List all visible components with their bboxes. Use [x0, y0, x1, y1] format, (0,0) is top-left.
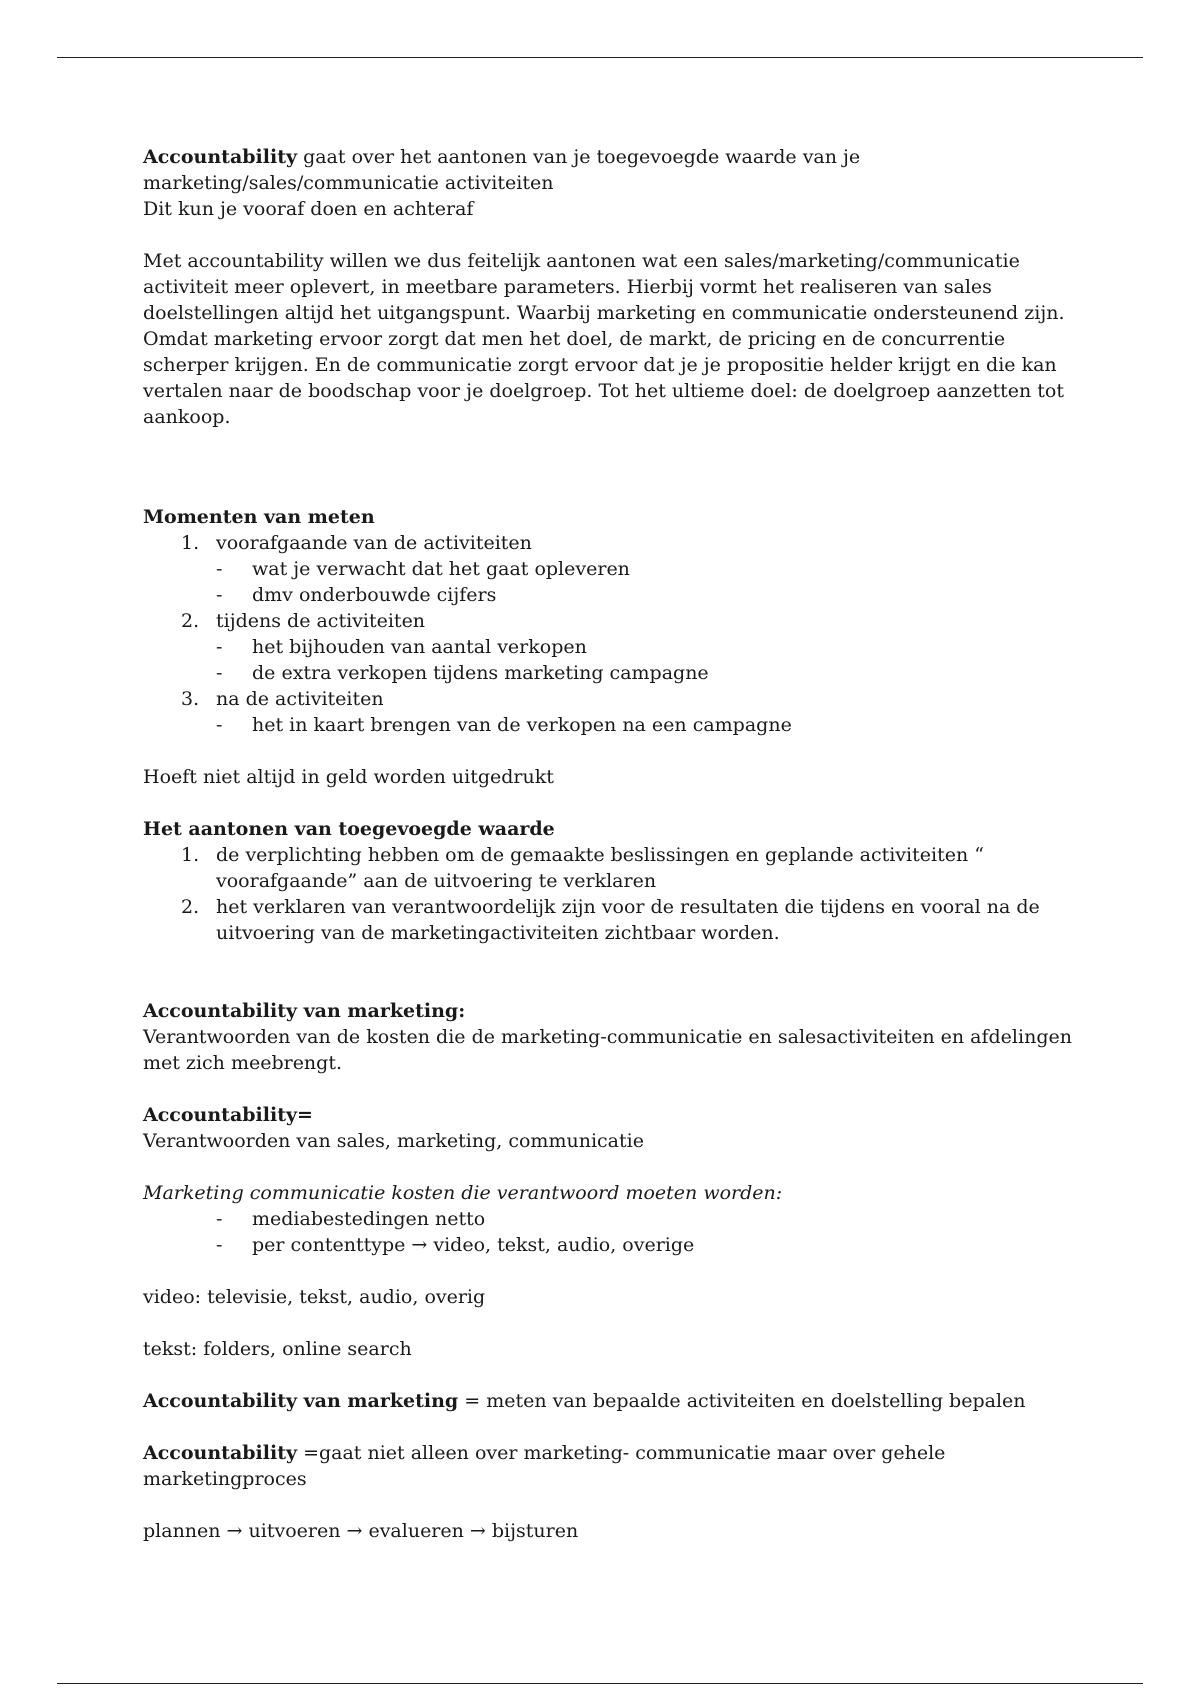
intro-line-3: Dit kun je vooraf doen en achteraf: [143, 198, 474, 220]
header-rule: [57, 57, 1143, 58]
heading-kosten: Marketing communicatie kosten die verantwoord moeten worden:: [143, 1182, 783, 1204]
acc-proces-line-1: Accountability =gaat niet alleen over marketing- communicatie maar over gehele: [143, 1442, 946, 1464]
acc-def-line: Verantwoorden van sales, marketing, communicatie: [143, 1130, 644, 1152]
acc-meten-line: Accountability van marketing = meten van bepaalde activiteiten en doelstelling bepalen: [143, 1390, 1026, 1412]
list-item: 2. het verklaren van verantwoordelijk zijn voor de resultaten die tijdens en vooral na de: [181, 896, 1040, 918]
paragraph-line: scherper krijgen. En de communicatie zorgt ervoor dat je je propositie helder krijgt en die kan: [143, 354, 1057, 376]
heading-aantonen: Het aantonen van toegevoegde waarde: [143, 818, 555, 840]
list-item-continuation: voorafgaande” aan de uitvoering te verklaren: [216, 870, 657, 892]
sub-list-item: - per contenttype → video, tekst, audio, overige: [216, 1234, 695, 1256]
momenten-note: Hoeft niet altijd in geld worden uitgedrukt: [143, 766, 554, 788]
sub-list-item: - wat je verwacht dat het gaat opleveren: [216, 558, 630, 580]
acc-marketing-line-1: Verantwoorden van de kosten die de marketing-communicatie en salesactiviteiten en afdelingen: [143, 1026, 1072, 1048]
paragraph-line: activiteit meer oplevert, in meetbare parameters. Hierbij vormt het realiseren van sales: [143, 276, 992, 298]
heading-momenten: Momenten van meten: [143, 506, 375, 528]
paragraph-line: aankoop.: [143, 406, 231, 428]
list-item: 1. de verplichting hebben om de gemaakte beslissingen en geplande activiteiten “: [181, 844, 984, 866]
video-line: video: televisie, tekst, audio, overig: [143, 1286, 486, 1308]
intro-line-2: marketing/sales/communicatie activiteiten: [143, 172, 554, 194]
tekst-line: tekst: folders, online search: [143, 1338, 412, 1360]
heading-acc-def: Accountability=: [143, 1104, 313, 1126]
document-body: [143, 144, 1083, 1544]
heading-acc-marketing: Accountability van marketing:: [143, 1000, 466, 1022]
footer-rule: [57, 1683, 1143, 1684]
sub-list-item: - dmv onderbouwde cijfers: [216, 584, 497, 606]
sub-list-item: - het in kaart brengen van de verkopen na een campagne: [216, 714, 792, 736]
list-item: 3. na de activiteiten: [181, 688, 384, 710]
list-item: 2. tijdens de activiteiten: [181, 610, 426, 632]
paragraph-line: vertalen naar de boodschap voor je doelgroep. Tot het ultieme doel: de doelgroep aanzetten tot: [143, 380, 1064, 402]
sub-list-item: - het bijhouden van aantal verkopen: [216, 636, 587, 658]
intro-term: Accountability: [143, 146, 298, 168]
acc-marketing-line-2: met zich meebrengt.: [143, 1052, 343, 1074]
paragraph-line: Met accountability willen we dus feitelijk aantonen wat een sales/marketing/communicatie: [143, 250, 1020, 272]
paragraph-line: doelstellingen altijd het uitgangspunt. Waarbij marketing en communicatie ondersteunend zijn.: [143, 302, 1065, 324]
acc-proces-line-2: marketingproces: [143, 1468, 307, 1490]
list-item-continuation: uitvoering van de marketingactiviteiten zichtbaar worden.: [216, 922, 780, 944]
sub-list-item: - de extra verkopen tijdens marketing campagne: [216, 662, 709, 684]
intro-line-1: Accountability gaat over het aantonen van je toegevoegde waarde van je: [143, 146, 861, 168]
sub-list-item: - mediabestedingen netto: [216, 1208, 486, 1230]
cycle-line: plannen → uitvoeren → evalueren → bijsturen: [143, 1520, 579, 1542]
paragraph-line: Omdat marketing ervoor zorgt dat men het doel, de markt, de pricing en de concurrentie: [143, 328, 1006, 350]
list-item: 1. voorafgaande van de activiteiten: [181, 532, 532, 554]
